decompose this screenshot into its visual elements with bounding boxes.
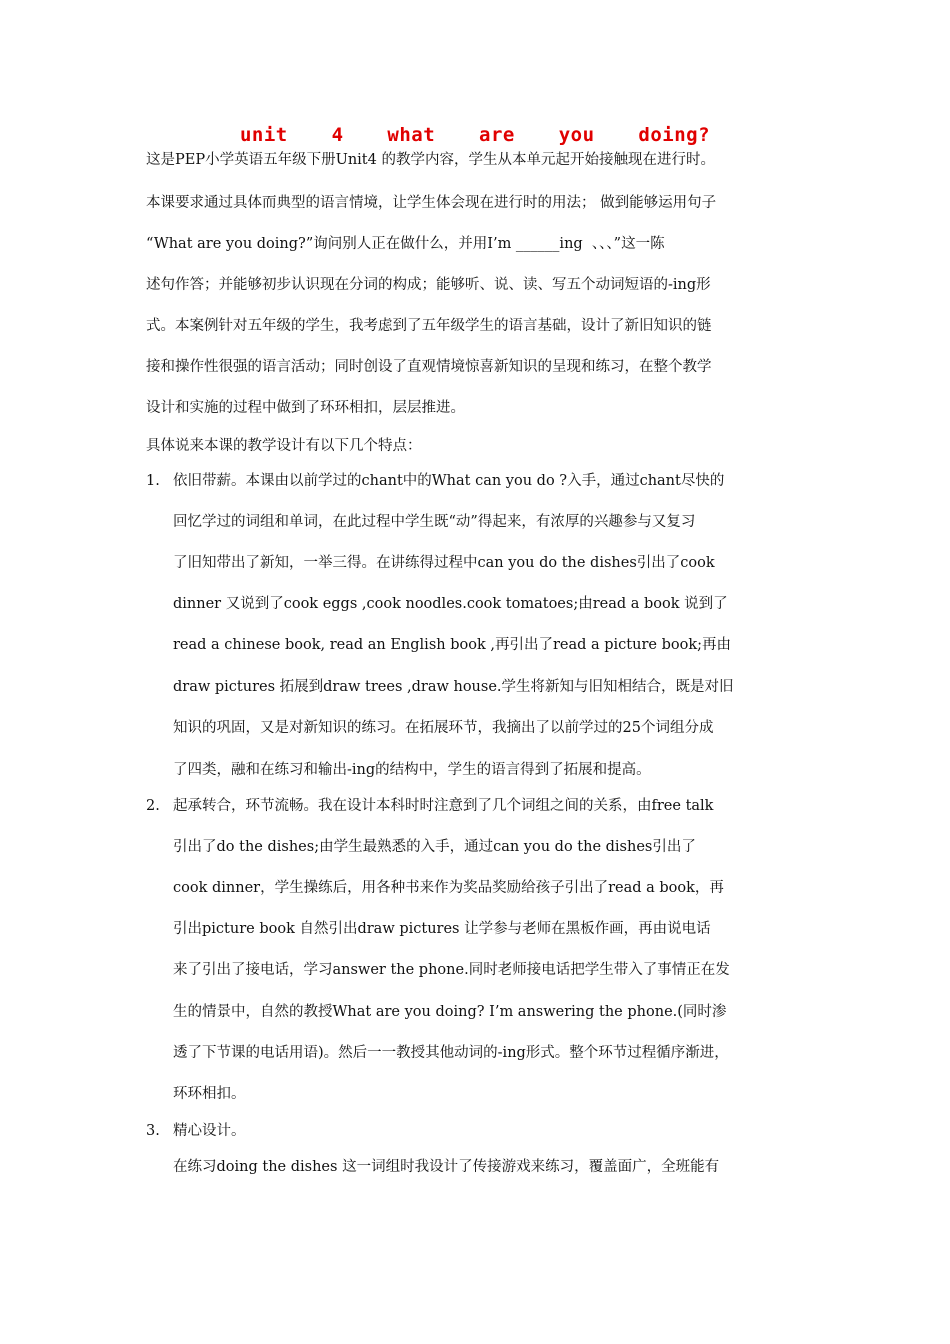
- list-item-line: 生的情景中，自然的教授What are you doing? I’m answering the phone.(同时渗: [173, 1004, 727, 1020]
- intro-line: 这是PEP小学英语五年级下册Unit4 的教学内容，学生从本单元起开始接触现在进行时。: [146, 152, 715, 168]
- intro-line: 式。本案例针对五年级的学生，我考虑到了五年级学生的语言基础，设计了新旧知识的链: [146, 318, 712, 334]
- list-item-line: dinner 又说到了cook eggs ,cook noodles.cook tomatoes;由read a book 说到了: [173, 596, 728, 612]
- list-item-line: 起承转合，环节流畅。我在设计本科时时注意到了几个词组之间的关系，由free talk: [173, 798, 714, 814]
- list-item-line: draw pictures 拓展到draw trees ,draw house.学生将新知与旧知相结合，既是对旧: [173, 679, 734, 695]
- list-item-line: 回忆学过的词组和单词，在此过程中学生既“动”得起来，有浓厚的兴趣参与又复习: [173, 514, 696, 530]
- intro-line: 接和操作性很强的语言活动；同时创设了直观情境惊喜新知识的呈现和练习，在整个教学: [146, 359, 712, 375]
- list-item-number: 2.: [146, 798, 160, 814]
- list-item-number: 1.: [146, 473, 160, 489]
- list-item-line: 精心设计。: [173, 1123, 246, 1139]
- list-item-line: cook dinner，学生操练后，用各种书来作为奖品奖励给孩子引出了read a book，再: [173, 880, 724, 896]
- list-item-line: 了四类，融和在练习和输出-ing的结构中，学生的语言得到了拓展和提高。: [173, 762, 651, 778]
- list-item-line: read a chinese book, read an English book ,再引出了read a picture book;再由: [173, 637, 731, 653]
- list-item-line: 环环相扣。: [173, 1086, 246, 1102]
- list-item-line: 透了下节课的电话用语)。然后一一教授其他动词的-ing形式。整个环节过程循序渐进，: [173, 1045, 729, 1061]
- list-item-line: 了旧知带出了新知，一举三得。在讲练得过程中can you do the dishes引出了cook: [173, 555, 715, 571]
- list-item-number: 3.: [146, 1123, 160, 1139]
- intro-line: “What are you doing?”询问别人正在做什么，并用I’m ______ing 、、、”这一陈: [146, 236, 665, 252]
- list-item-line: 在练习doing the dishes 这一词组时我设计了传接游戏来练习，覆盖面广，全班能有: [173, 1159, 720, 1175]
- intro-line: 具体说来本课的教学设计有以下几个特点：: [146, 438, 422, 454]
- list-item-line: 来了引出了接电话，学习answer the phone.同时老师接电话把学生带入了事情正在发: [173, 962, 730, 978]
- intro-line: 述句作答；并能够初步认识现在分词的构成；能够听、说、读、写五个动词短语的-ing形: [146, 277, 711, 293]
- document-title: unit 4 what are you doing?: [239, 124, 711, 146]
- list-item-line: 引出了do the dishes;由学生最熟悉的入手，通过can you do the dishes引出了: [173, 839, 696, 855]
- list-item-line: 依旧带薪。本课由以前学过的chant中的What can you do ?入手，通过chant尽快的: [173, 473, 725, 489]
- intro-line: 本课要求通过具体而典型的语言情境，让学生体会现在进行时的用法； 做到能够运用句子: [146, 195, 717, 211]
- intro-line: 设计和实施的过程中做到了环环相扣，层层推进。: [146, 400, 465, 416]
- list-item-line: 引出picture book 自然引出draw pictures 让学参与老师在黑板作画，再由说电话: [173, 921, 711, 937]
- list-item-line: 知识的巩固，又是对新知识的练习。在拓展环节，我摘出了以前学过的25个词组分成: [173, 720, 714, 736]
